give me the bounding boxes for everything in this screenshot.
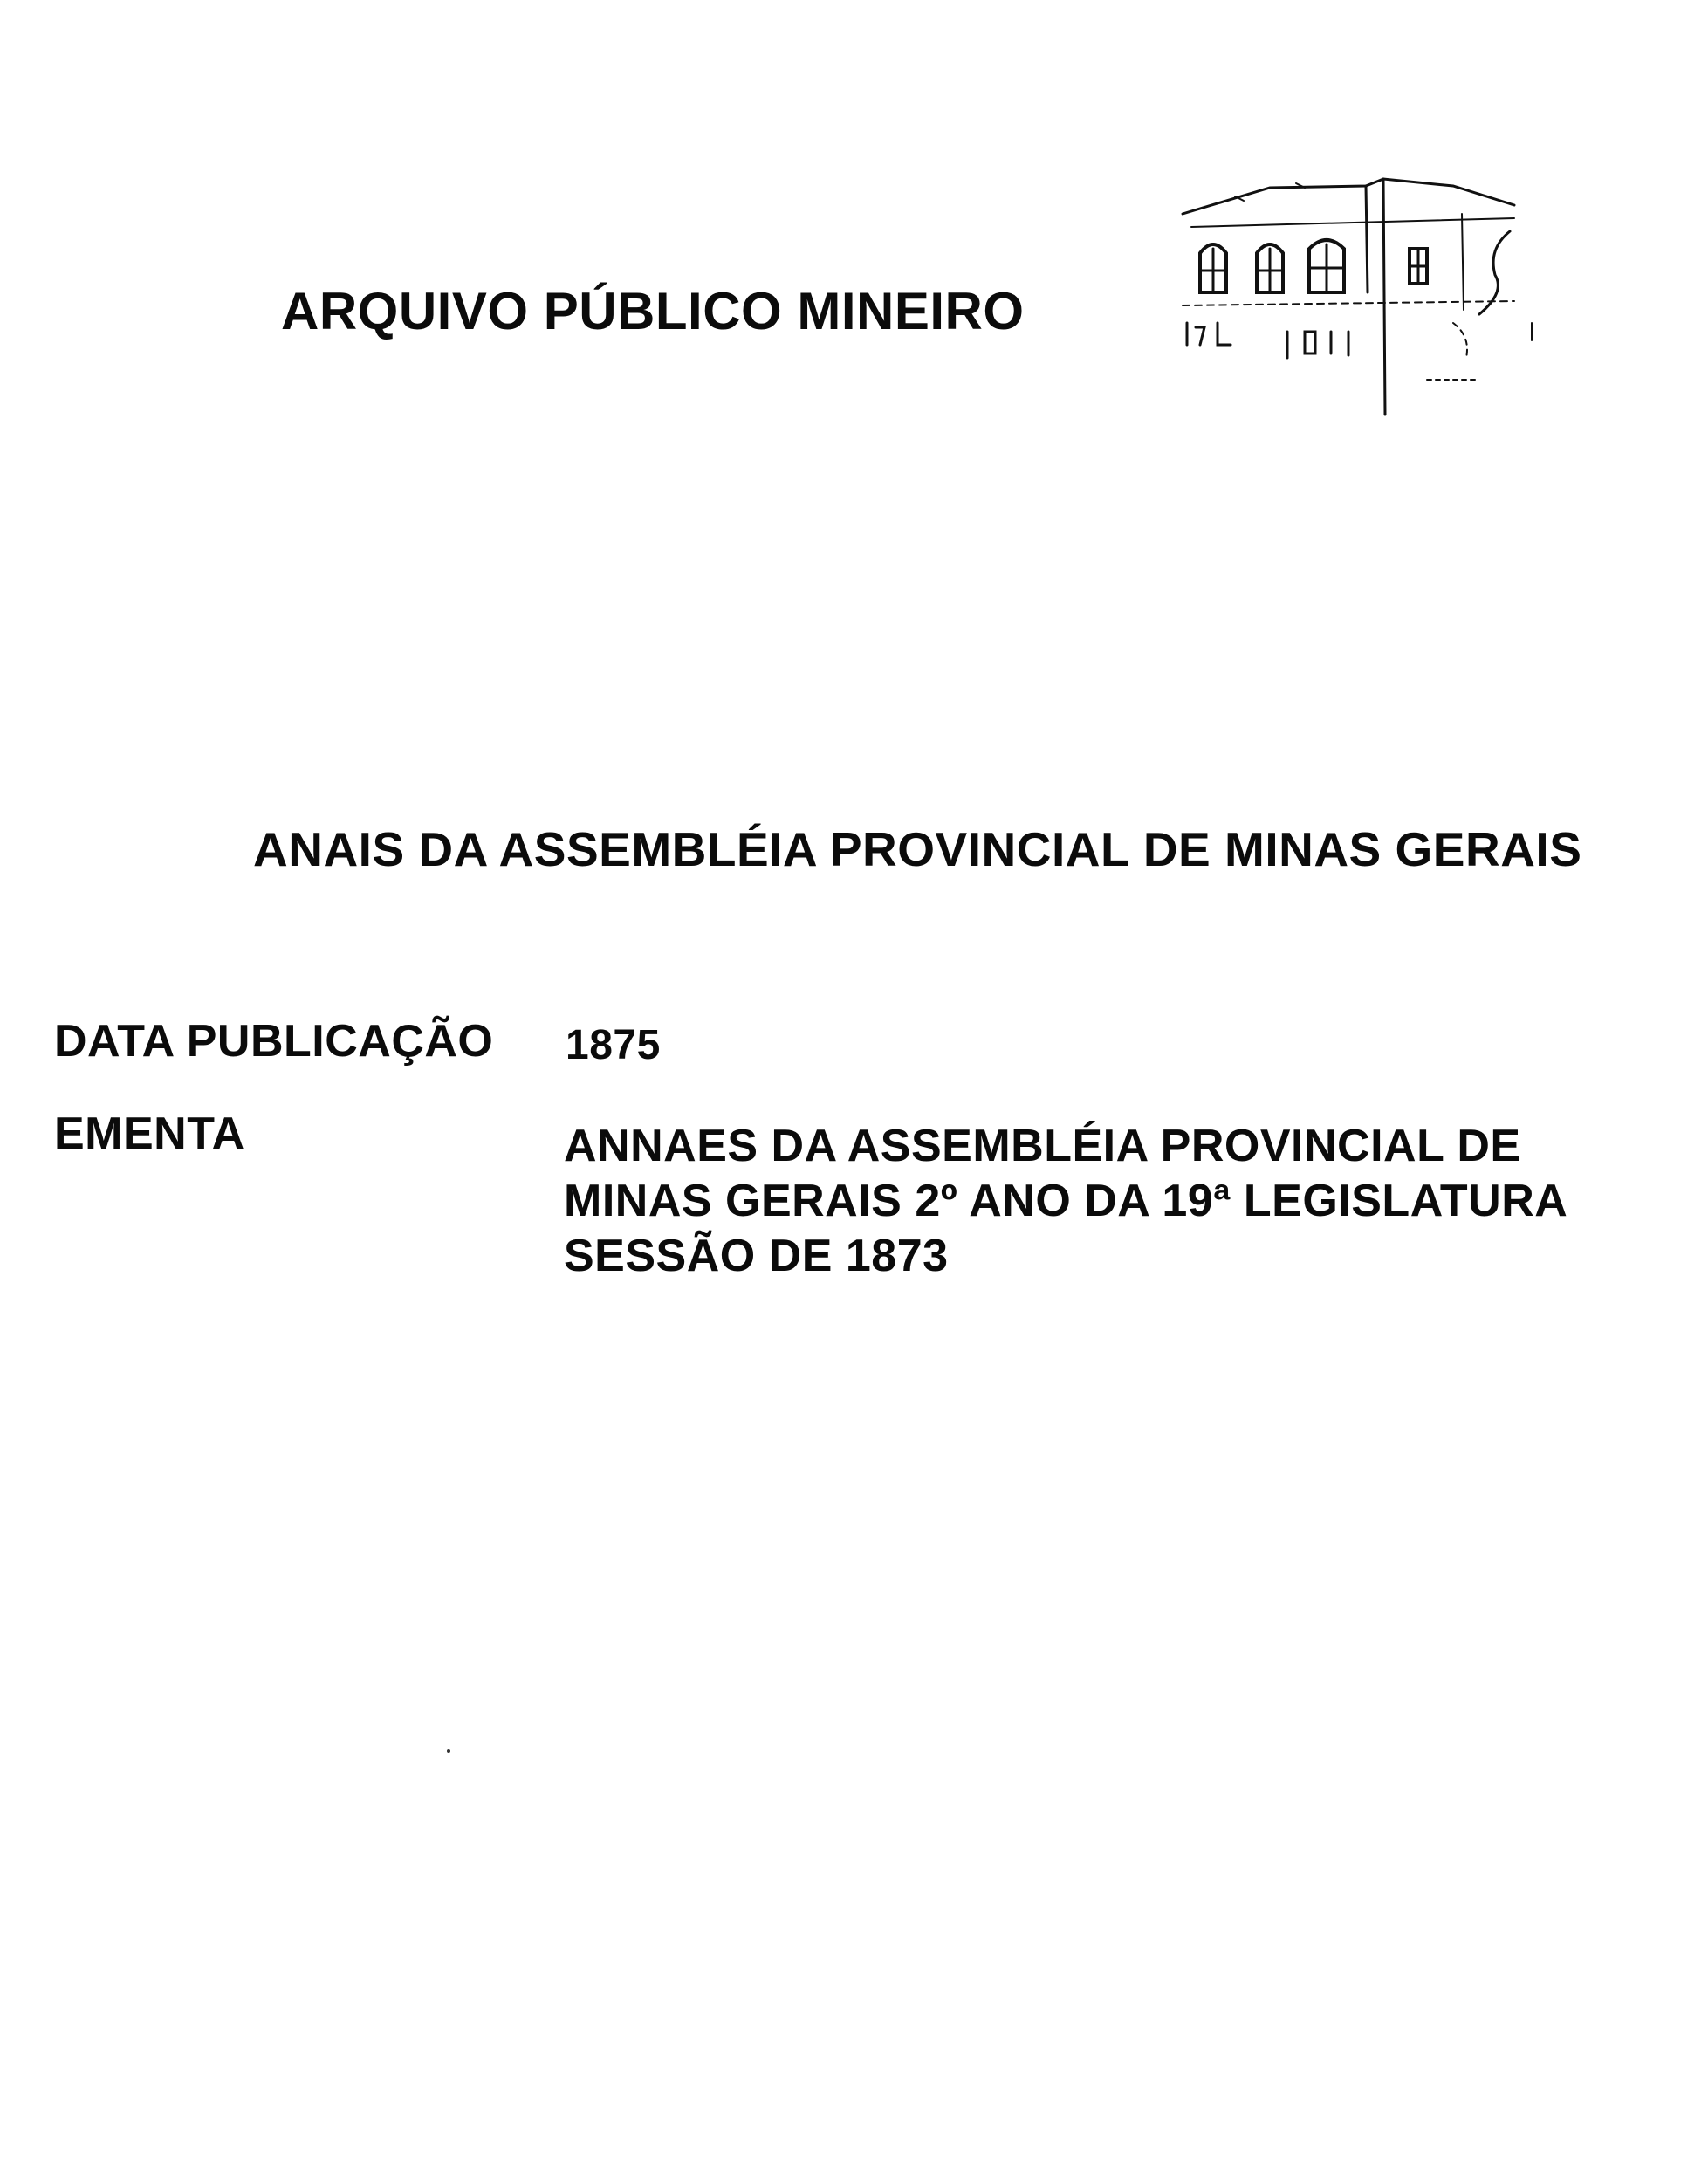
ementa-line: ANNAES DA ASSEMBLÉIA PROVINCIAL DE: [564, 1121, 1521, 1171]
publication-date-value: 1875: [566, 1022, 661, 1068]
ementa-line: SESSÃO DE 1873: [564, 1231, 949, 1281]
scan-speck: [447, 1749, 450, 1753]
organization-title: ARQUIVO PÚBLICO MINEIRO: [281, 282, 1025, 340]
ementa-line: MINAS GERAIS 2º ANO DA 19ª LEGISLATURA: [564, 1176, 1568, 1226]
publication-date-label: DATA PUBLICAÇÃO: [54, 1016, 494, 1067]
document-title: ANAIS DA ASSEMBLÉIA PROVINCIAL DE MINAS GERAIS: [253, 822, 1582, 876]
ementa-label: EMENTA: [54, 1108, 245, 1159]
building-sketch-icon: [1165, 161, 1558, 432]
ementa-value: [564, 1119, 1637, 1284]
